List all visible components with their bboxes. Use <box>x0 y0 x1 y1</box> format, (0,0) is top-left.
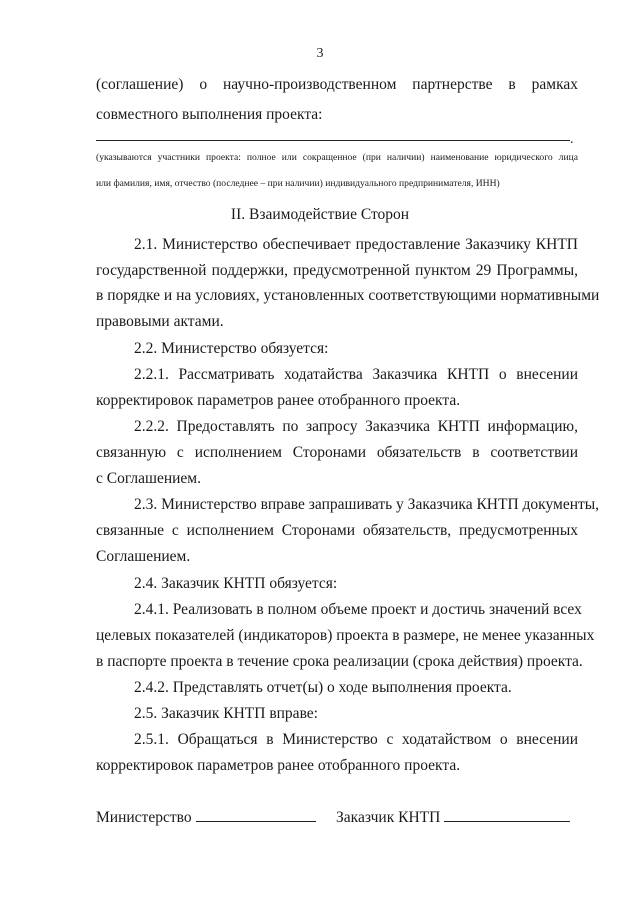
text-line: 2.4.1. Реализовать в полном объеме проект и достичь значений всех <box>134 601 582 618</box>
text-line: 2.1. Министерство обеспечивает предоставление Заказчику КНТП <box>134 236 578 253</box>
text-line: связанные с исполнением Сторонами обязательств, предусмотренных <box>96 522 578 539</box>
customer-signature <box>336 807 570 827</box>
ministry-signature-line <box>196 807 316 822</box>
section-title: II. Взаимодействие Сторон <box>230 206 410 223</box>
text-line: корректировок параметров ранее отобранного проекта. <box>96 392 461 409</box>
text-line: в порядке и на условиях, установленных соответствующими нормативными <box>96 287 600 304</box>
text-line: 2.3. Министерство вправе запрашивать у Заказчика КНТП документы, <box>134 496 600 513</box>
text-line: с Соглашением. <box>96 470 201 487</box>
text-line: Соглашением. <box>96 548 191 565</box>
intro-line-2: совместного выполнения проекта: <box>96 106 323 123</box>
participants-note-line-1: (указываются участники проекта: полное или сокращенное (при наличии) наименование юридического лица <box>96 152 578 163</box>
text-line: 2.4.2. Представлять отчет(ы) о ходе выполнения проекта. <box>134 679 512 696</box>
page-number: 3 <box>316 46 324 61</box>
text-line: целевых показателей (индикаторов) проекта в размере, не менее указанных <box>96 627 595 644</box>
participants-note-line-2: или фамилия, имя, отчество (последнее – при наличии) индивидуального предпринимателя, ИНН) <box>96 178 500 189</box>
text-line: 2.2.1. Рассматривать ходатайства Заказчика КНТП о внесении <box>134 366 578 383</box>
fill-line-end-mark: . <box>570 132 574 147</box>
text-line: корректировок параметров ранее отобранного проекта. <box>96 757 461 774</box>
text-line: 2.5. Заказчик КНТП вправе: <box>134 705 318 722</box>
text-line: 2.2. Министерство обязуется: <box>134 340 329 357</box>
text-line: в паспорте проекта в течение срока реализации (срока действия) проекта. <box>96 653 583 670</box>
text-line: правовыми актами. <box>96 313 224 330</box>
customer-signature-label: Заказчик КНТП <box>336 809 441 826</box>
text-line: 2.5.1. Обращаться в Министерство с ходатайством о внесении <box>134 731 578 748</box>
customer-signature-line <box>444 807 570 822</box>
intro-line-1: (соглашение) о научно-производственном партнерстве в рамках <box>96 76 578 93</box>
participants-fill-line <box>96 140 570 141</box>
text-line: 2.2.2. Предоставлять по запросу Заказчика КНТП информацию, <box>134 418 578 435</box>
text-line: государственной поддержки, предусмотренной пунктом 29 Программы, <box>96 262 578 279</box>
ministry-signature <box>96 807 316 827</box>
ministry-signature-label: Министерство <box>96 809 192 826</box>
text-line: 2.4. Заказчик КНТП обязуется: <box>134 575 338 592</box>
text-line: связанную с исполнением Сторонами обязательств в соответствии <box>96 444 578 461</box>
